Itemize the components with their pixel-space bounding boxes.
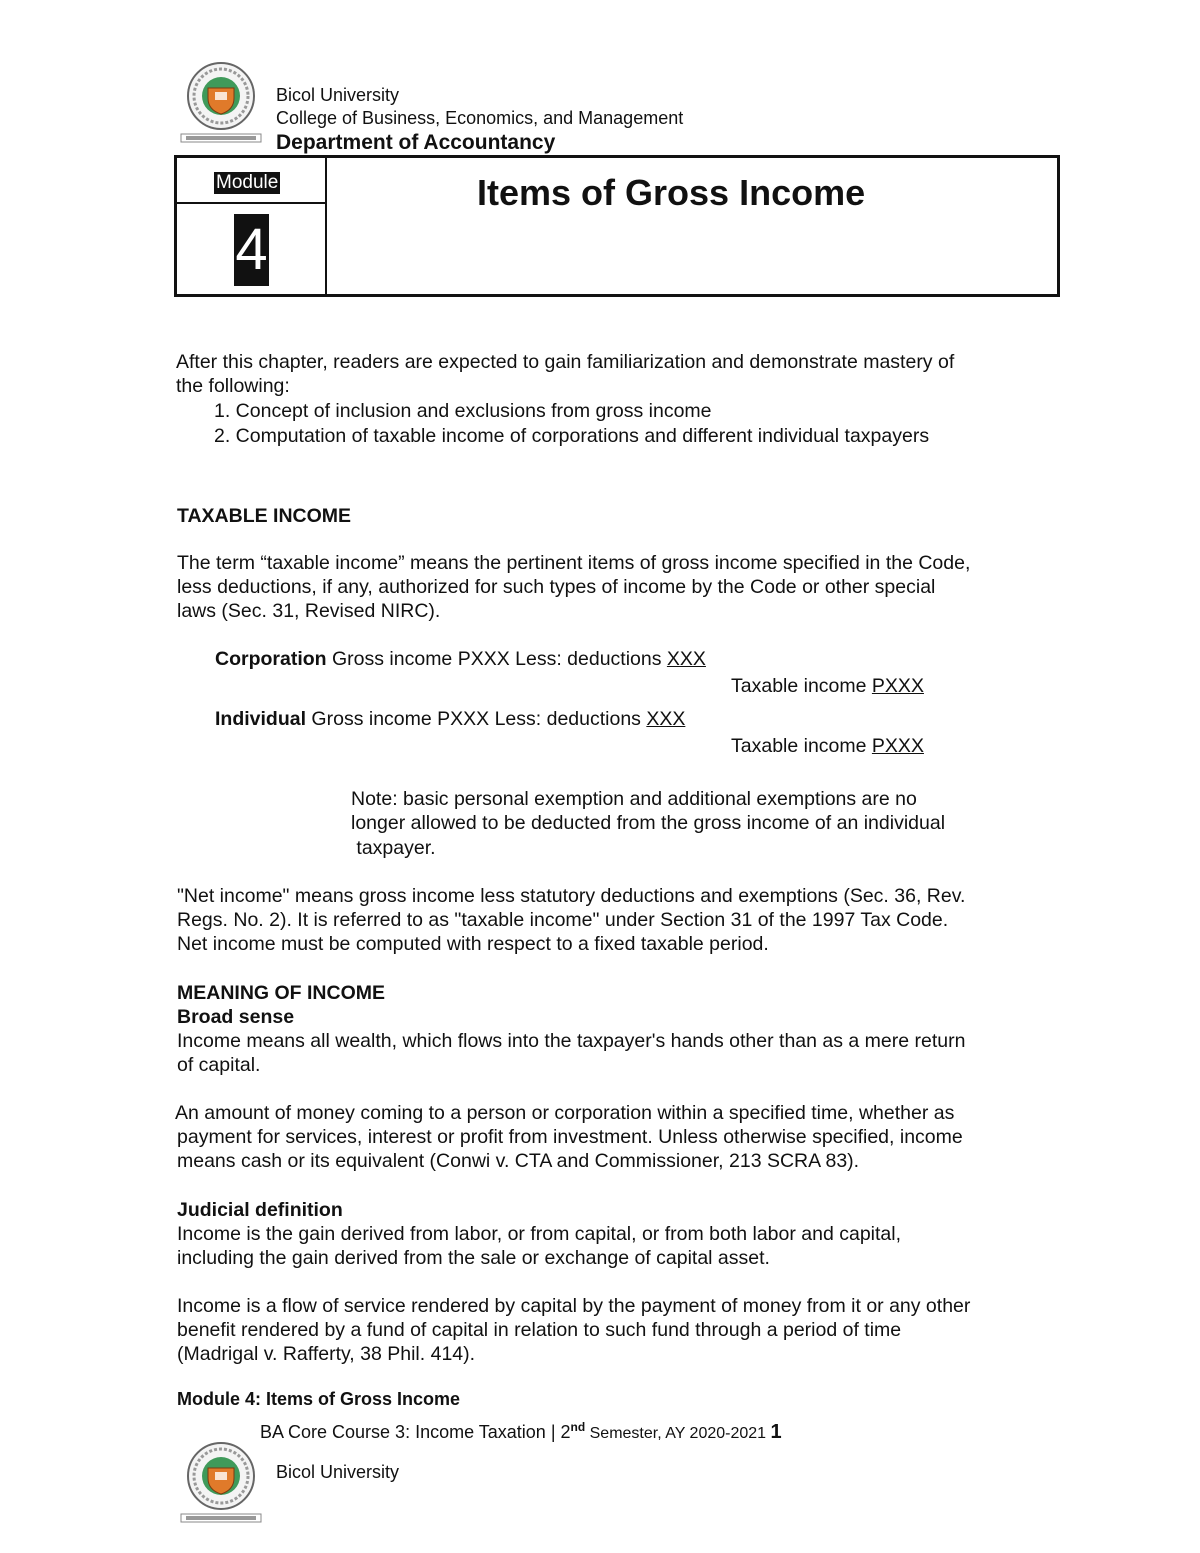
footer-module-label: Module 4: Items of Gross Income: [177, 1389, 461, 1409]
taxable-income-para-line: less deductions, if any, authorized for such types of income by the Code or other special: [177, 576, 936, 598]
individual-deductions: XXX: [646, 708, 686, 730]
corporation-taxable-amount: PXXX: [871, 675, 924, 697]
broad-sense-line: of capital.: [177, 1054, 261, 1076]
individual-taxable-label: Taxable income: [731, 735, 872, 757]
net-income-line: "Net income" means gross income less statutory deductions and exemptions (Sec. 36, Rev.: [177, 885, 966, 907]
note-line: taxpayer.: [351, 837, 436, 859]
section-heading-meaning-of-income: MEANING OF INCOME: [177, 982, 385, 1004]
corporation-formula: [215, 647, 706, 671]
footer-university-seal-logo: [178, 1438, 264, 1524]
header-university: Bicol University: [276, 85, 400, 105]
individual-taxable-line: [731, 734, 924, 758]
module-label: Module: [216, 172, 279, 193]
module-title: Items of Gross Income: [477, 172, 866, 213]
flow-of-service-line: (Madrigal v. Rafferty, 38 Phil. 414).: [177, 1343, 476, 1365]
intro-line-1: After this chapter, readers are expected to gain familiarization and demonstrate mastery of: [176, 351, 955, 373]
note-line: longer allowed to be deducted from the gross income of an individual: [351, 812, 946, 834]
amount-of-money-line: payment for services, interest or profit from investment. Unless otherwise specified, income: [177, 1126, 963, 1148]
amount-of-money-line: means cash or its equivalent (Conwi v. CTA and Commissioner, 213 SCRA 83).: [177, 1150, 860, 1172]
module-number: 4: [234, 214, 269, 286]
flow-of-service-line: benefit rendered by a fund of capital in relation to such fund through a period of time: [177, 1319, 902, 1341]
individual-text: Gross income PXXX Less: deductions: [306, 708, 647, 730]
amount-of-money-line: An amount of money coming to a person or corporation within a specified time, whether as: [175, 1102, 955, 1124]
subheading-judicial-definition: Judicial definition: [177, 1199, 343, 1221]
individual-formula: [215, 707, 685, 731]
header-college: College of Business, Economics, and Management: [276, 108, 684, 128]
header-department: Department of Accountancy: [276, 131, 556, 154]
taxable-income-para-line: The term “taxable income” means the pertinent items of gross income specified in the Code,: [177, 552, 971, 574]
module-number-column: [177, 158, 327, 294]
footer-page-number: 1: [770, 1421, 782, 1443]
judicial-line: Income is the gain derived from labor, or from capital, or from both labor and capital,: [177, 1223, 902, 1245]
taxable-income-para-line: laws (Sec. 31, Revised NIRC).: [177, 600, 441, 622]
net-income-line: Net income must be computed with respect to a fixed taxable period.: [177, 933, 769, 955]
university-seal-logo: [178, 58, 264, 144]
objective-item: 2. Computation of taxable income of corporations and different individual taxpayers: [214, 425, 930, 447]
judicial-line: including the gain derived from the sale or exchange of capital asset.: [177, 1247, 770, 1269]
footer-semester: Semester, AY 2020-2021: [585, 1425, 771, 1442]
footer-course-line: [260, 1421, 782, 1445]
broad-sense-line: Income means all wealth, which flows into the taxpayer's hands other than as a mere return: [177, 1030, 966, 1052]
individual-taxable-amount: PXXX: [871, 735, 924, 757]
net-income-line: Regs. No. 2). It is referred to as "taxable income" under Section 31 of the 1997 Tax Code.: [177, 909, 949, 931]
intro-line-2: the following:: [176, 375, 290, 397]
note-line: Note: basic personal exemption and additional exemptions are no: [351, 788, 917, 810]
section-heading-taxable-income: TAXABLE INCOME: [177, 505, 352, 527]
footer-course: BA Core Course 3: Income Taxation | 2: [260, 1422, 571, 1442]
subheading-broad-sense: Broad sense: [177, 1006, 295, 1028]
footer-university: Bicol University: [276, 1462, 400, 1482]
corporation-text: Gross income PXXX Less: deductions: [326, 648, 667, 670]
footer-ordinal: nd: [570, 1420, 586, 1434]
individual-label: Individual: [215, 708, 307, 730]
flow-of-service-line: Income is a flow of service rendered by capital by the payment of money from it or any other: [177, 1295, 971, 1317]
module-divider: [177, 202, 325, 204]
corporation-deductions: XXX: [666, 648, 706, 670]
objective-item: 1. Concept of inclusion and exclusions from gross income: [214, 400, 712, 422]
module-title-box: [174, 155, 1060, 297]
corporation-taxable-label: Taxable income: [731, 675, 872, 697]
corporation-label: Corporation: [215, 648, 327, 670]
corporation-taxable-line: [731, 674, 924, 698]
